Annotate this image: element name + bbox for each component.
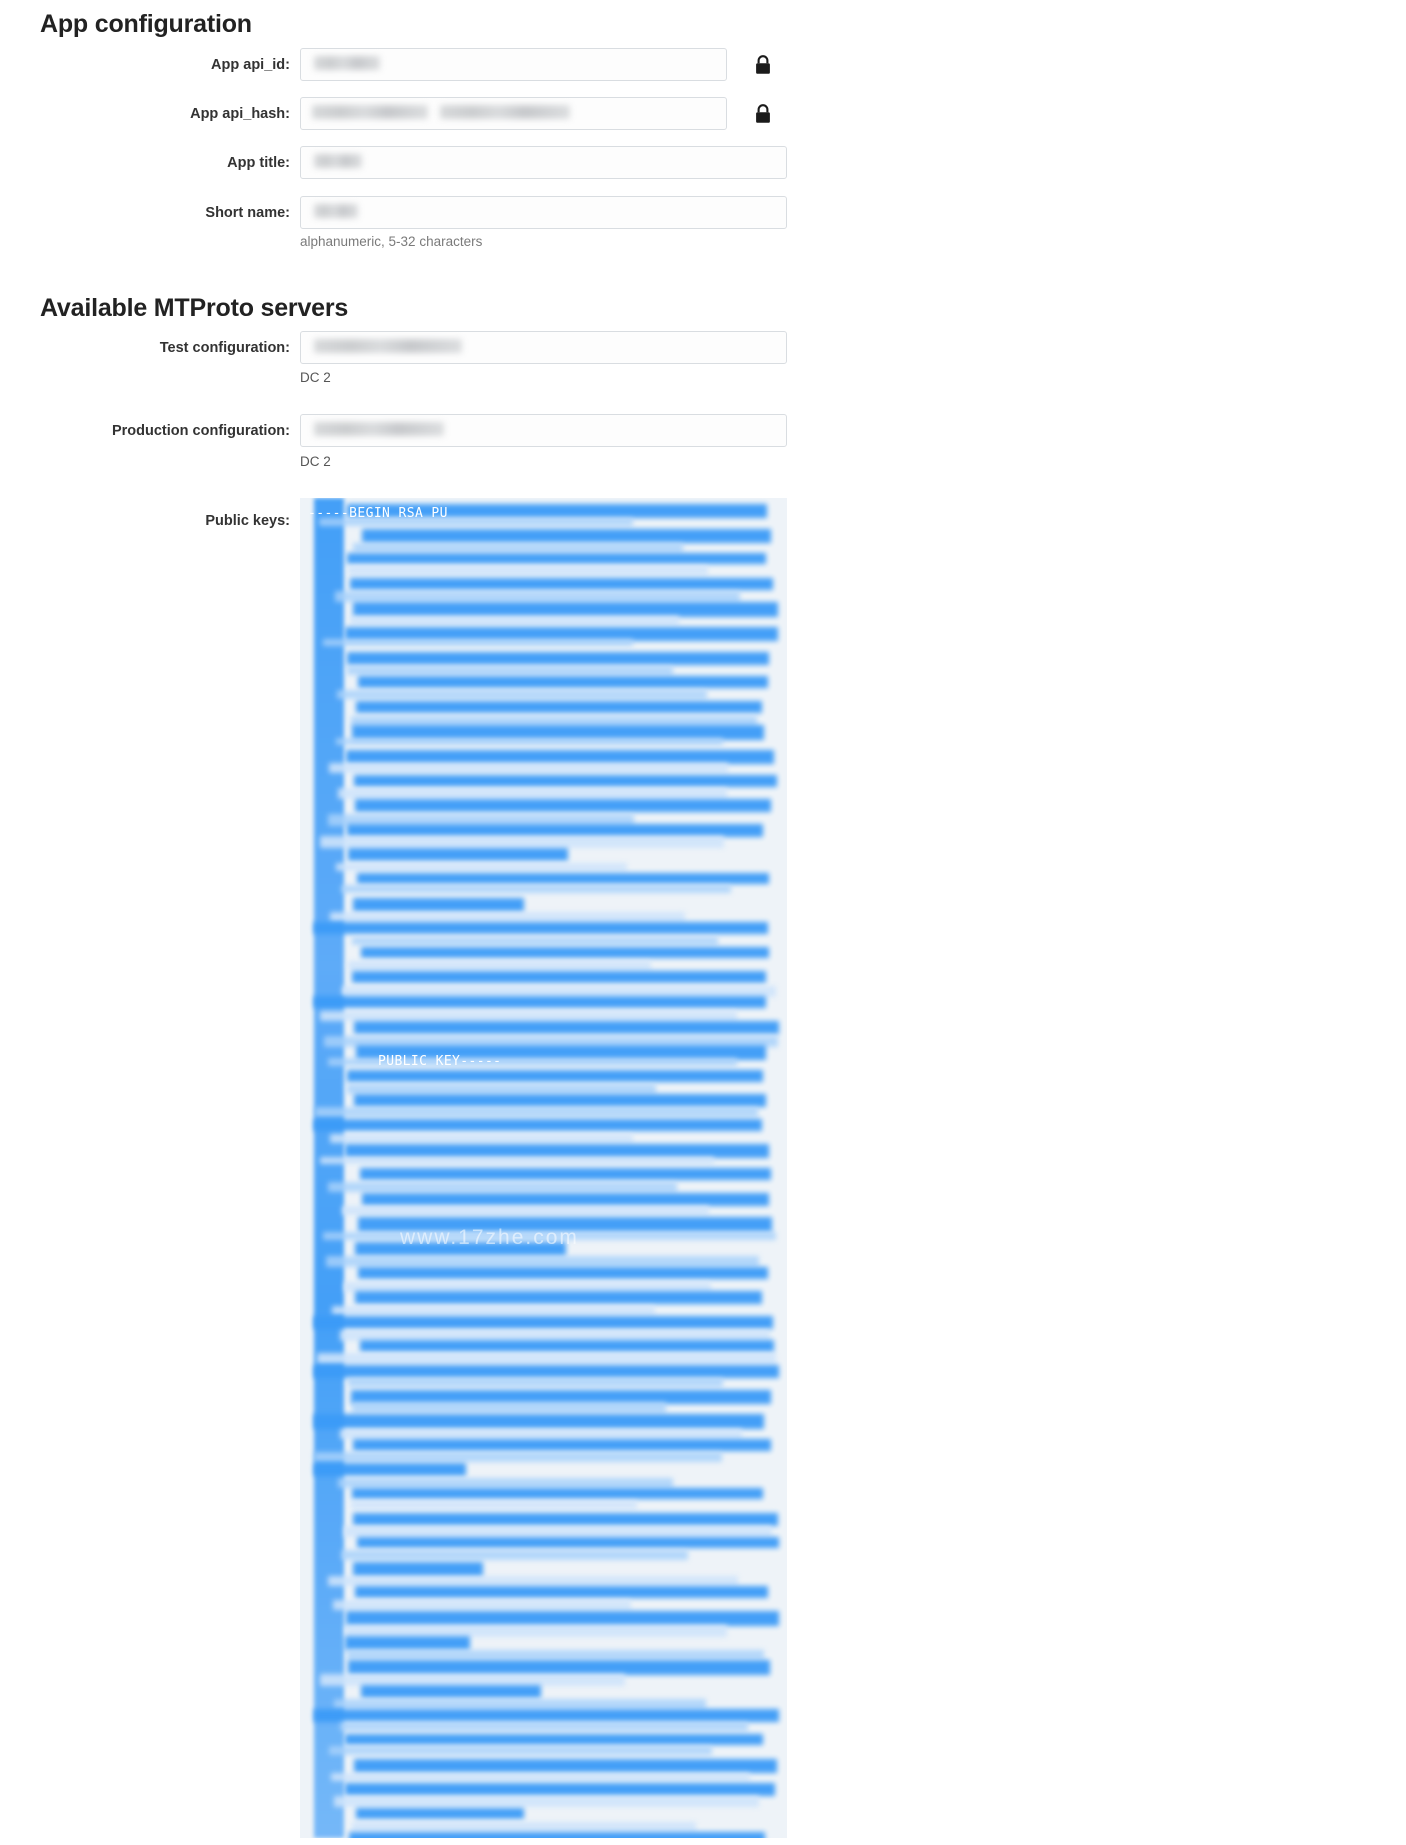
- public-keys-begin-marker: -----BEGIN RSA PU: [308, 506, 448, 521]
- lock-icon: [753, 54, 773, 76]
- field-app-title: [300, 146, 787, 179]
- helper-short-name: alphanumeric, 5-32 characters: [300, 234, 483, 249]
- label-app-api-hash: App api_hash:: [190, 106, 290, 122]
- lock-icon: [753, 103, 773, 125]
- page-title-app-configuration: App configuration: [40, 10, 252, 38]
- app-api-id-input[interactable]: [300, 48, 727, 81]
- form-row-short-name: [40, 196, 800, 229]
- label-public-keys: Public keys:: [205, 513, 290, 529]
- short-name-input[interactable]: [300, 196, 787, 229]
- field-test-configuration: [300, 331, 787, 364]
- label-app-title: App title:: [227, 155, 290, 171]
- page-title-mtproto-servers: Available MTProto servers: [40, 294, 349, 322]
- field-short-name: [300, 196, 787, 229]
- form-row-test-configuration: [40, 331, 800, 364]
- app-title-input[interactable]: [300, 146, 787, 179]
- production-configuration-input[interactable]: [300, 414, 787, 447]
- test-configuration-dc: DC 2: [300, 370, 331, 385]
- production-configuration-dc: DC 2: [300, 454, 331, 469]
- label-production-configuration: Production configuration:: [111, 423, 290, 439]
- label-short-name: Short name:: [205, 205, 290, 221]
- label-app-api-id: App api_id:: [211, 57, 290, 73]
- app-api-hash-input[interactable]: [300, 97, 727, 130]
- form-row-app-title: [40, 146, 800, 179]
- public-keys-end-marker: PUBLIC KEY-----: [378, 1054, 502, 1069]
- watermark-text: www.17zhe.com: [400, 1226, 579, 1249]
- form-row-app-api-id: [40, 48, 800, 81]
- public-keys-block[interactable]: [300, 498, 787, 1838]
- test-configuration-input[interactable]: [300, 331, 787, 364]
- form-row-production-configuration: [40, 414, 800, 447]
- form-row-app-api-hash: [40, 97, 800, 130]
- field-app-api-id: [300, 48, 727, 81]
- label-test-configuration: Test configuration:: [159, 340, 290, 356]
- field-app-api-hash: [300, 97, 727, 130]
- field-production-configuration: [300, 414, 787, 447]
